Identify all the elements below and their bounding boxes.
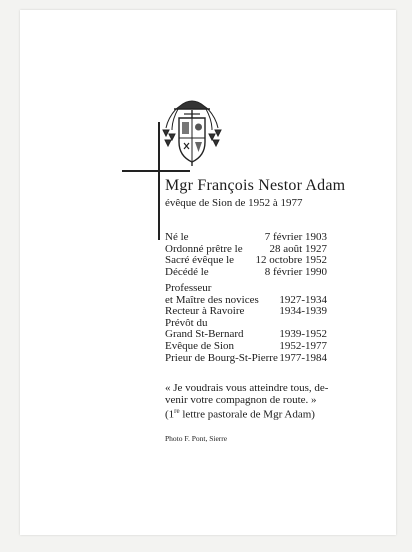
event-label: Sacré évêque le: [165, 254, 235, 267]
quote-line: venir votre compagnon de route. »: [165, 393, 317, 406]
event-label: Né le: [165, 231, 189, 243]
event-date: 8 février 1990: [264, 265, 327, 278]
event-label: Décédé le: [165, 265, 209, 278]
event-label: Ordonné prêtre le: [165, 242, 243, 255]
role-years: 1952-1977: [279, 339, 327, 352]
role-label: Grand St-Bernard: [165, 328, 244, 341]
role-years: 1939-1952: [279, 328, 327, 341]
event-date: 28 août 1927: [269, 242, 327, 255]
role-label: Prévôt du: [165, 316, 208, 329]
quote-source-prefix: (1: [165, 408, 175, 421]
pastoral-quote: [165, 383, 345, 421]
list-item: [165, 232, 327, 244]
quote-source-superscript: re: [174, 407, 180, 416]
quote-line: « Je voudrais vous atteindre tous, de-: [165, 382, 329, 394]
role-label: Professeur: [165, 282, 212, 294]
life-dates-list: [165, 232, 327, 278]
role-years: 1977-1984: [279, 351, 327, 364]
event-date: 7 février 1903: [264, 231, 327, 243]
photo-credit: Photo F. Pont, Sierre: [165, 434, 228, 443]
career-list: [165, 283, 327, 364]
quote-source: [165, 406, 345, 421]
list-item: [165, 341, 327, 353]
role-label: Recteur à Ravoire: [165, 305, 245, 318]
memorial-card: [20, 10, 396, 535]
role-label: Prieur de Bourg-St-Pierre: [165, 351, 278, 364]
episcopal-coat-of-arms-icon: [160, 94, 224, 168]
event-date: 12 octobre 1952: [255, 254, 327, 267]
role-label: Evêque de Sion: [165, 339, 235, 352]
role-years: 1927-1934: [279, 293, 327, 306]
list-item: [165, 353, 327, 365]
page-title: Mgr François Nestor Adam: [165, 177, 346, 194]
role-years: 1934-1939: [279, 305, 327, 318]
quote-source-text: lettre pastorale de Mgr Adam): [179, 408, 315, 421]
list-item: [165, 283, 327, 295]
list-item: [165, 267, 327, 279]
role-label: et Maître des novices: [165, 293, 259, 306]
subtitle: évêque de Sion de 1952 à 1977: [165, 197, 303, 209]
cross-horizontal-bar: [122, 170, 190, 172]
